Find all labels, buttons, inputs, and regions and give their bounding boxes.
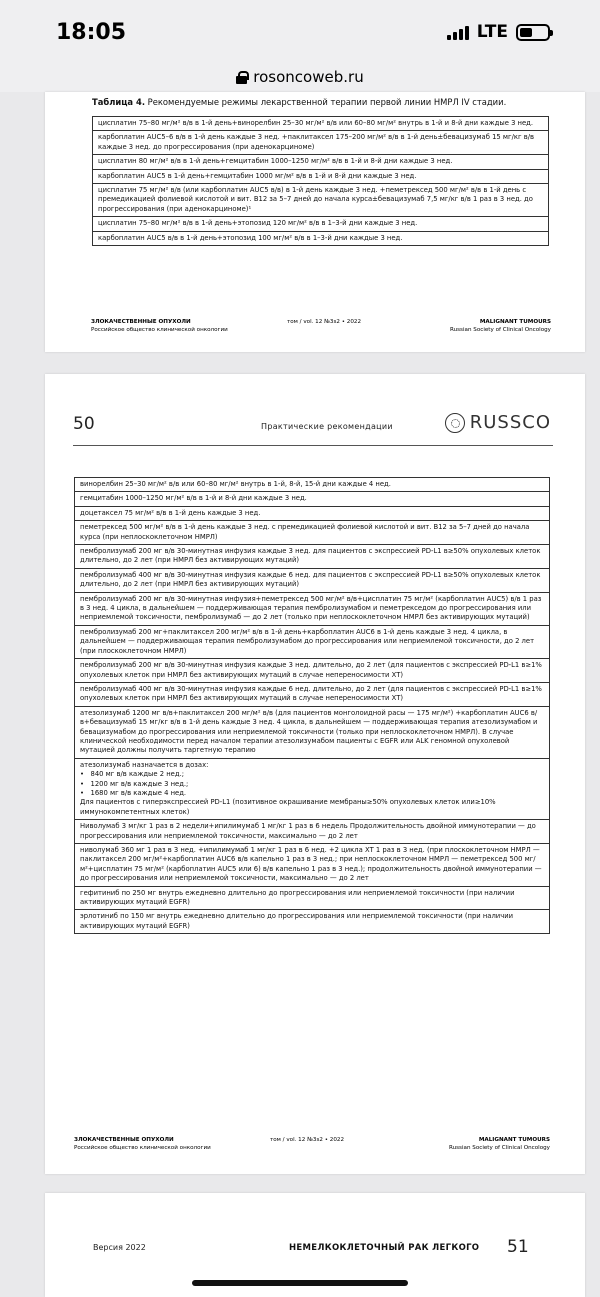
table-row: пеметрексед 500 мг/м² в/в в 1-й день каждые 3 нед. с премедикацией фолиевой кислотой и вит. B12 за 5–7 дней до начала курса (при неплоскоклеточном НМРЛ) [75,521,550,545]
russco-logo-text: RUSSCO [469,412,551,433]
lock-icon [236,71,247,84]
table-row: атезолизумаб 1200 мг в/в+паклитаксел 200 мг/м² в/в (для пациентов монголоидной расы — 175 мг/м²) +карбоплатин AUC6 в/в+бевацизумаб 15 мг/кг в/в в 1-й день каждые 3 нед. 4 цикла, в дальнейшем — поддерживающая терапия атезолизумабом и бевацизумабом до прогрессирования или неприемлемой токсичности (только при неплоскоклеточном НМРЛ). В случае клинической необходимости перед началом терапии атезолизумабом пациенты с EGFR или ALK геномной опухолевой мутацией должны получить таргетную терапию [75,706,550,758]
table-row-atezolizumab-doses [75,758,550,819]
home-indicator[interactable] [192,1280,408,1286]
footer-journal-en: MALIGNANT TUMOURS [478,1137,550,1143]
header-title: Практические рекомендации [261,422,393,431]
status-indicators [447,22,550,42]
page-header [73,412,553,446]
regimen-table-part2 [74,477,550,934]
dose-note: Для пациентов с гиперэкспрессией PD-L1 (позитивное окрашивание мембраны≥50% опухолевых клеток или≥10% иммунокомпетентных клеток) [80,798,496,816]
table-row: пембролизумаб 400 мг в/в 30-минутная инфузия каждые 6 нед. длительно, до 2 лет (для пациентов с экспрессией PD-L1 в≥1% опухолевых клеток при НМРЛ без активирующих мутаций в случае непереносимости ХТ) [75,682,550,706]
table-row: карбоплатин AUC5 в/в в 1-й день+этопозид 100 мг/м² в/в в 1–3-й дни каждые 3 нед. [93,231,549,245]
footer-society-ru: Российское общество клинической онкологии [91,327,228,333]
footer-society-en: Russian Society of Clinical Oncology [449,327,551,333]
url-text[interactable]: rosoncoweb.ru [253,68,364,86]
regimen-table-part1 [92,116,549,246]
table-row: цисплатин 75 мг/м² в/в (или карбоплатин AUC5 в/в) в 1-й день каждые 3 нед. +пеметрексед 500 мг/м² в/в в 1-й день с премедикацией фолиевой кислотой и вит. B12 за 5–7 дней до начала курса±бевацизумаб 7,5 мг/кг в/в 1 раз в 3 нед. до прогрессирования (при аденокарциноме)¹ [93,184,549,217]
table-row: карбоплатин AUC5–6 в/в в 1-й день каждые 3 нед. +паклитаксел 175–200 мг/м² в/в в 1-й день±бевацизумаб 15 мг/кг в/в каждые 3 нед. до прогрессирования (при аденокарциноме) [93,131,549,155]
table-row: пембролизумаб 200 мг в/в 30-минутная инфузия каждые 3 нед. для пациентов с экспрессией PD-L1 в≥50% опухолевых клеток длительно, до 2 лет (при НМРЛ без активирующих мутаций) [75,545,550,569]
signal-icon [447,24,469,40]
table-row: винорелбин 25–30 мг/м² в/в или 60–80 мг/м² внутрь в 1-й, 8-й, 15-й дни каждые 4 нед. [75,478,550,492]
status-time: 18:05 [56,20,127,45]
status-bar [0,0,600,62]
footer-journal-ru: ЗЛОКАЧЕСТВЕННЫЕ ОПУХОЛИ [74,1137,174,1143]
document-page-50 [45,374,585,1174]
footer-journal-en: MALIGNANT TUMOURS [479,319,551,325]
table-row: карбоплатин AUC5 в 1-й день+гемцитабин 1000 мг/м² в/в в 1-й и 8-й дни каждые 3 нед. [93,169,549,183]
footer-journal-ru: ЗЛОКАЧЕСТВЕННЫЕ ОПУХОЛИ [91,319,191,325]
version-label: Версия 2022 [93,1243,146,1252]
table-caption [92,97,562,107]
header-title: НЕМЕЛКОКЛЕТОЧНЫЙ РАК ЛЕГКОГО [289,1243,480,1253]
dose-item: • 840 мг в/в каждые 2 нед.; [80,770,185,779]
document-page-49 [45,92,585,352]
table-caption-text: Рекомендуемые режимы лекарственной терапии первой линии НМРЛ IV стадии. [145,97,507,107]
footer-volume: том / vol. 12 №3s2 • 2022 [270,1137,345,1143]
table-row: гемцитабин 1000–1250 мг/м² в/в в 1-й и 8-й дни каждые 3 нед. [75,492,550,506]
table-caption-label: Таблица 4. [92,97,145,107]
dose-item: • 1680 мг в/в каждые 4 нед. [80,788,187,797]
table-row: доцетаксел 75 мг/м² в/в в 1-й день каждые 3 нед. [75,506,550,520]
dose-intro: атезолизумаб назначается в дозах: [80,760,209,769]
battery-icon [516,24,550,41]
russco-logo-icon [445,413,465,433]
footer-society-en: Russian Society of Clinical Oncology [448,1145,550,1151]
table-row: ниволумаб 360 мг 1 раз в 3 нед. +ипилимумаб 1 мг/кг 1 раз в 6 нед. +2 цикла ХТ 1 раз в 3 нед. (при плоскоклеточном НМРЛ — паклитаксел 200 мг/м²+карбоплатин AUC6 в/в капельно 1 раз в 3 нед.; при неплоскоклеточном НМРЛ — пеметрексед 500 мг/м²+цисплатин 75 мг/м² (карбоплатин AUC5 или 6) в/в капельно 1 раз в 3 нед.); продолжительность двойной иммунотерапии — до прогрессирования или неприемлемой токсичности, максимально — до 2 лет [75,844,550,887]
page-number: 50 [73,414,95,434]
table-row: Ниволумаб 3 мг/кг 1 раз в 2 недели+ипилимумаб 1 мг/кг 1 раз в 6 недель Продолжительность двойной иммунотерапии — до прогрессирования или неприемлемой токсичности, максимально — до 2 лет [75,820,550,844]
table-row: цисплатин 80 мг/м² в/в в 1-й день+гемцитабин 1000–1250 мг/м² в/в в 1-й и 8-й дни каждые 3 нед. [93,155,549,169]
table-row: гефитиниб по 250 мг внутрь ежедневно длительно до прогрессирования или неприемлемой токсичности (при наличии активирующих мутаций EGFR) [75,886,550,910]
table-row: пембролизумаб 400 мг в/в 30-минутная инфузия каждые 6 нед. для пациентов с экспрессией PD-L1 в≥50% опухолевых клеток длительно, до 2 лет (при НМРЛ без активирующих мутаций) [75,568,550,592]
table-row: эрлотиниб по 150 мг внутрь ежедневно длительно до прогрессирования или неприемлемой токсичности (при наличии активирующих мутаций EGFR) [75,910,550,934]
dose-item: • 1200 мг в/в каждые 3 нед.; [80,779,189,788]
table-row: пембролизумаб 200 мг в/в 30-минутная инфузия+пеметрексед 500 мг/м² в/в+цисплатин 75 мг/м² (карбоплатин AUC5) в/в 1 раз в 3 нед. 4 цикла, в дальнейшем — поддерживающая терапия пембролизумабом и пеметрекседом до прогрессирования или неприемлемой токсичности, пембролизумаб — до 2 лет (только при неплоскоклеточном НМРЛ без активирующих мутаций) [75,592,550,625]
network-label: LTE [476,22,508,42]
address-bar[interactable] [0,62,600,92]
table-row: цисплатин 75–80 мг/м² в/в в 1-й день+винорелбин 25–30 мг/м² в/в или 60–80 мг/м² внутрь в 1-й и 8-й дни каждые 3 нед. [93,117,549,131]
footer-society-ru: Российское общество клинической онкологии [74,1145,211,1151]
page-number: 51 [507,1237,529,1257]
table-row: пембролизумаб 200 мг+паклитаксел 200 мг/м² в/в в 1-й день+карбоплатин AUC6 в 1-й день каждые 3 нед. 4 цикла, в дальнейшем — поддерживающая терапия пембролизумабом до прогрессирования или неприемлемой токсичности, до 2 лет (при плоскоклеточном НМРЛ) [75,625,550,658]
table-row: цисплатин 75–80 мг/м² в/в в 1-й день+этопозид 120 мг/м² в/в в 1–3-й дни каждые 3 нед. [93,217,549,231]
russco-logo [445,412,551,433]
table-row: пембролизумаб 200 мг в/в 30-минутная инфузия каждые 3 нед. длительно, до 2 лет (для пациентов с экспрессией PD-L1 в≥1% опухолевых клеток при НМРЛ без активирующих мутаций в случае непереносимости ХТ) [75,659,550,683]
footer-volume: том / vol. 12 №3s2 • 2022 [287,319,362,325]
